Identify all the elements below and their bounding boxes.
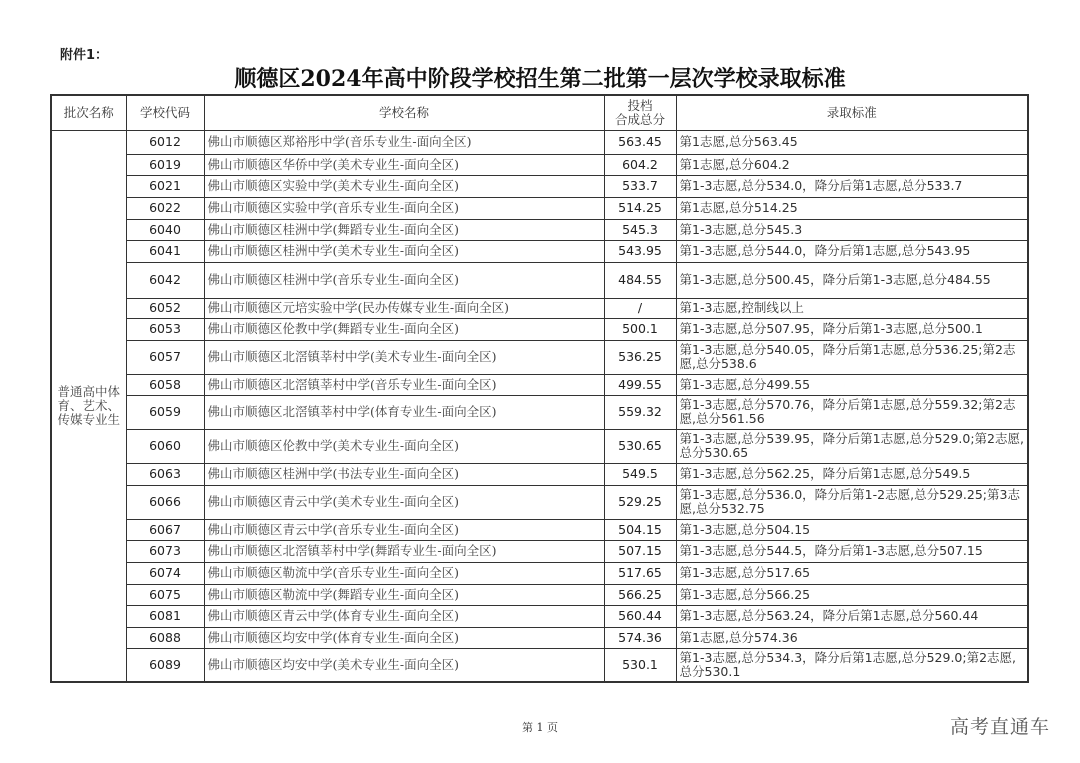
school-code-cell: 6058	[126, 374, 204, 395]
standard-cell: 第1-3志愿,总分534.0，降分后第1志愿,总分533.7	[676, 175, 1028, 197]
table-row	[51, 540, 1028, 562]
standard-cell: 第1-3志愿,总分566.25	[676, 584, 1028, 605]
table-row	[51, 485, 1028, 519]
school-name-cell: 佛山市顺德区勒流中学(舞蹈专业生-面向全区)	[204, 584, 604, 605]
school-name-cell: 佛山市顺德区桂洲中学(舞蹈专业生-面向全区)	[204, 219, 604, 240]
score-cell: 514.25	[604, 197, 676, 219]
header-batch: 批次名称	[51, 95, 126, 130]
table-row	[51, 318, 1028, 340]
header-score-line1: 投档	[627, 97, 653, 113]
school-name-cell: 佛山市顺德区青云中学(美术专业生-面向全区)	[204, 485, 604, 519]
school-name-cell: 佛山市顺德区伦教中学(舞蹈专业生-面向全区)	[204, 318, 604, 340]
score-cell: 574.36	[604, 627, 676, 648]
score-cell: 529.25	[604, 485, 676, 519]
score-cell: 549.5	[604, 463, 676, 485]
school-code-cell: 6021	[126, 175, 204, 197]
table-row	[51, 648, 1028, 682]
school-code-cell: 6040	[126, 219, 204, 240]
header-score-line2: 合成总分	[614, 111, 665, 127]
school-name-cell: 佛山市顺德区北滘镇莘村中学(音乐专业生-面向全区)	[204, 374, 604, 395]
school-name-cell: 佛山市顺德区元培实验中学(民办传媒专业生-面向全区)	[204, 298, 604, 318]
standard-cell: 第1-3志愿,总分540.05，降分后第1志愿,总分536.25;第2志愿,总分538.6	[676, 340, 1028, 374]
standard-cell: 第1志愿,总分574.36	[676, 627, 1028, 648]
school-name-cell: 佛山市顺德区北滘镇莘村中学(舞蹈专业生-面向全区)	[204, 540, 604, 562]
standard-cell: 第1-3志愿,总分534.3，降分后第1志愿,总分529.0;第2志愿,总分530.1	[676, 648, 1028, 682]
batch-name-cell: 普通高中体育、艺术、传媒专业生	[51, 130, 126, 682]
standard-cell: 第1-3志愿,总分504.15	[676, 519, 1028, 540]
score-cell: 499.55	[604, 374, 676, 395]
table-row	[51, 240, 1028, 262]
standard-cell: 第1-3志愿,总分536.0，降分后第1-2志愿,总分529.25;第3志愿,总分532.75	[676, 485, 1028, 519]
score-cell: 604.2	[604, 154, 676, 175]
standard-cell: 第1-3志愿,总分544.0，降分后第1志愿,总分543.95	[676, 240, 1028, 262]
table-row	[51, 519, 1028, 540]
school-code-cell: 6041	[126, 240, 204, 262]
header-name: 学校名称	[204, 95, 604, 130]
school-code-cell: 6088	[126, 627, 204, 648]
school-name-cell: 佛山市顺德区郑裕彤中学(音乐专业生-面向全区)	[204, 130, 604, 154]
school-name-cell: 佛山市顺德区伦教中学(美术专业生-面向全区)	[204, 429, 604, 463]
standard-cell: 第1-3志愿,总分500.45，降分后第1-3志愿,总分484.55	[676, 262, 1028, 298]
header-code: 学校代码	[126, 95, 204, 130]
table-row	[51, 584, 1028, 605]
standard-cell: 第1-3志愿,总分499.55	[676, 374, 1028, 395]
score-cell: 563.45	[604, 130, 676, 154]
score-cell: 484.55	[604, 262, 676, 298]
table-row	[51, 463, 1028, 485]
score-cell: 545.3	[604, 219, 676, 240]
standard-cell: 第1-3志愿,总分570.76，降分后第1志愿,总分559.32;第2志愿,总分561.56	[676, 395, 1028, 429]
table-row	[51, 262, 1028, 298]
table-row	[51, 298, 1028, 318]
school-name-cell: 佛山市顺德区华侨中学(美术专业生-面向全区)	[204, 154, 604, 175]
standard-cell: 第1-3志愿,总分539.95，降分后第1志愿,总分529.0;第2志愿,总分530.65	[676, 429, 1028, 463]
header-score	[604, 95, 676, 130]
table-row	[51, 340, 1028, 374]
table-row	[51, 627, 1028, 648]
school-name-cell: 佛山市顺德区勒流中学(音乐专业生-面向全区)	[204, 562, 604, 584]
standard-cell: 第1-3志愿,总分544.5，降分后第1-3志愿,总分507.15	[676, 540, 1028, 562]
table-row	[51, 219, 1028, 240]
school-code-cell: 6052	[126, 298, 204, 318]
standard-cell: 第1志愿,总分514.25	[676, 197, 1028, 219]
school-name-cell: 佛山市顺德区青云中学(音乐专业生-面向全区)	[204, 519, 604, 540]
score-cell: 559.32	[604, 395, 676, 429]
school-code-cell: 6012	[126, 130, 204, 154]
watermark: 高考直通车	[949, 716, 1050, 738]
score-cell: 504.15	[604, 519, 676, 540]
table-row	[51, 197, 1028, 219]
school-code-cell: 6073	[126, 540, 204, 562]
standard-cell: 第1-3志愿,总分517.65	[676, 562, 1028, 584]
score-cell: 530.65	[604, 429, 676, 463]
score-cell: /	[604, 298, 676, 318]
score-cell: 536.25	[604, 340, 676, 374]
table-row	[51, 374, 1028, 395]
standard-cell: 第1志愿,总分604.2	[676, 154, 1028, 175]
standard-cell: 第1-3志愿,控制线以上	[676, 298, 1028, 318]
standard-cell: 第1志愿,总分563.45	[676, 130, 1028, 154]
school-code-cell: 6019	[126, 154, 204, 175]
standard-cell: 第1-3志愿,总分562.25，降分后第1志愿,总分549.5	[676, 463, 1028, 485]
table-body	[51, 130, 1028, 682]
school-code-cell: 6081	[126, 605, 204, 627]
score-cell: 566.25	[604, 584, 676, 605]
school-name-cell: 佛山市顺德区桂洲中学(美术专业生-面向全区)	[204, 240, 604, 262]
school-name-cell: 佛山市顺德区北滘镇莘村中学(美术专业生-面向全区)	[204, 340, 604, 374]
school-name-cell: 佛山市顺德区桂洲中学(音乐专业生-面向全区)	[204, 262, 604, 298]
school-code-cell: 6042	[126, 262, 204, 298]
school-name-cell: 佛山市顺德区青云中学(体育专业生-面向全区)	[204, 605, 604, 627]
score-cell: 517.65	[604, 562, 676, 584]
school-code-cell: 6060	[126, 429, 204, 463]
standard-cell: 第1-3志愿,总分507.95，降分后第1-3志愿,总分500.1	[676, 318, 1028, 340]
page-number: 第 1 页	[522, 721, 558, 734]
school-code-cell: 6089	[126, 648, 204, 682]
school-code-cell: 6063	[126, 463, 204, 485]
table-header-row	[51, 95, 1028, 130]
header-standard: 录取标准	[676, 95, 1028, 130]
score-cell: 507.15	[604, 540, 676, 562]
score-cell: 500.1	[604, 318, 676, 340]
table-row	[51, 175, 1028, 197]
school-code-cell: 6057	[126, 340, 204, 374]
attachment-label: 附件1：	[60, 48, 109, 63]
school-name-cell: 佛山市顺德区均安中学(体育专业生-面向全区)	[204, 627, 604, 648]
school-name-cell: 佛山市顺德区北滘镇莘村中学(体育专业生-面向全区)	[204, 395, 604, 429]
admission-standards-table	[50, 94, 1029, 683]
document-title: 顺德区2024年高中阶段学校招生第二批第一层次学校录取标准	[234, 66, 846, 92]
score-cell: 560.44	[604, 605, 676, 627]
standard-cell: 第1-3志愿,总分545.3	[676, 219, 1028, 240]
table-row	[51, 130, 1028, 154]
table-row	[51, 395, 1028, 429]
school-code-cell: 6053	[126, 318, 204, 340]
school-code-cell: 6022	[126, 197, 204, 219]
standard-cell: 第1-3志愿,总分563.24，降分后第1志愿,总分560.44	[676, 605, 1028, 627]
table-row	[51, 605, 1028, 627]
school-code-cell: 6074	[126, 562, 204, 584]
table-row	[51, 562, 1028, 584]
school-code-cell: 6066	[126, 485, 204, 519]
table-row	[51, 154, 1028, 175]
score-cell: 543.95	[604, 240, 676, 262]
score-cell: 530.1	[604, 648, 676, 682]
school-code-cell: 6059	[126, 395, 204, 429]
score-cell: 533.7	[604, 175, 676, 197]
school-name-cell: 佛山市顺德区实验中学(音乐专业生-面向全区)	[204, 197, 604, 219]
table-row	[51, 429, 1028, 463]
school-code-cell: 6067	[126, 519, 204, 540]
school-name-cell: 佛山市顺德区实验中学(美术专业生-面向全区)	[204, 175, 604, 197]
school-name-cell: 佛山市顺德区均安中学(美术专业生-面向全区)	[204, 648, 604, 682]
school-name-cell: 佛山市顺德区桂洲中学(书法专业生-面向全区)	[204, 463, 604, 485]
school-code-cell: 6075	[126, 584, 204, 605]
